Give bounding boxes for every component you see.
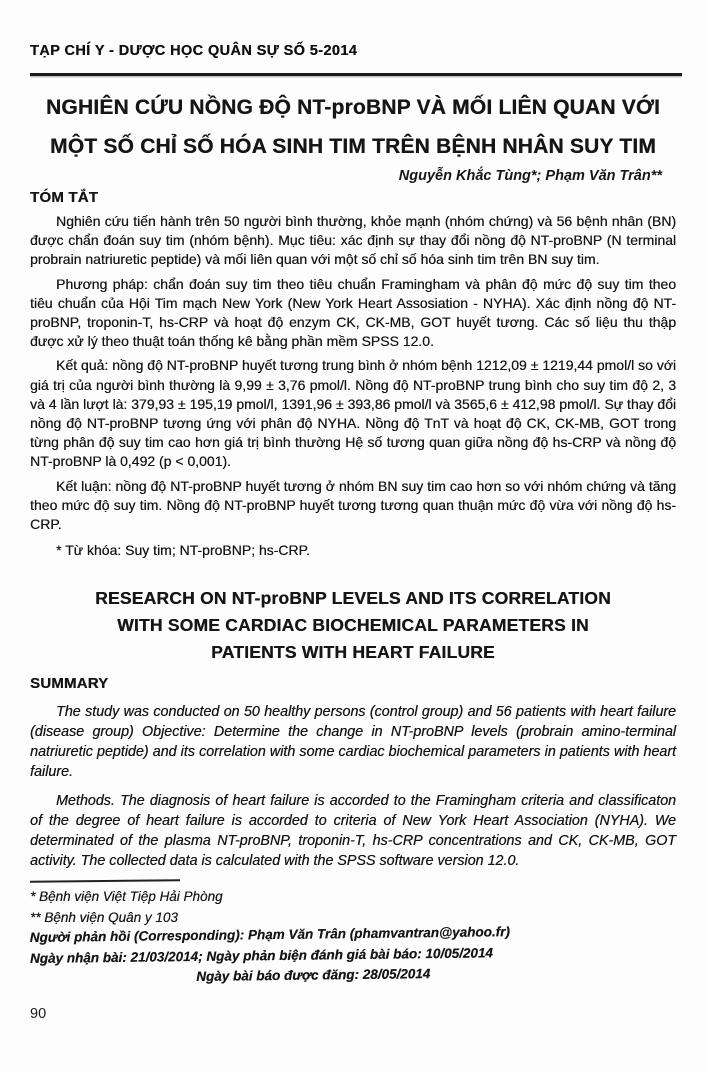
abstract-paragraph-conclusion: Kết luận: nồng độ NT-proBNP huyết tương ở nhóm BN suy tim cao hơn so với nhóm chứng và tăng theo mức độ suy tim. Nồng độ NT-proBNP huyết tương tương quan thuận mức độ vừa với nồng độ hs-CRP. [30, 477, 676, 533]
article-title-en-line1: RESEARCH ON NT-proBNP LEVELS AND ITS CORRELATION [95, 588, 611, 609]
article-title-en-line3: PATIENTS WITH HEART FAILURE [211, 642, 495, 663]
footnote-corresponding-author: Người phản hồi (Corresponding): Phạm Văn Trân (phamvantran@yahoo.fr) [29, 924, 510, 946]
page-number: 90 [30, 1005, 47, 1022]
footnotes-block [30, 887, 676, 990]
article-title-vi-line1: NGHIÊN CỨU NỒNG ĐỘ NT-proBNP VÀ MỐI LIÊN QUAN VỚI [45, 96, 661, 119]
footnote-affiliation-2: ** Bệnh viện Quân y 103 [30, 909, 178, 925]
abstract-heading: TÓM TẮT [30, 189, 99, 206]
header-rule [30, 73, 682, 76]
footnote-editorial-group [30, 921, 677, 990]
abstract-paragraph-results: Kết quả: nồng độ NT-proBNP huyết tương trung bình ở nhóm bệnh 1212,09 ± 1219,44 pmol/l so với giá trị của người bình thường là 9,99 ± 3,76 pmol/l. Nồng độ NT-proBNP trung bình cho suy tim độ 2, 3 và 4 lần lượt là: 379,93 ± 195,19 pmol/l, 1391,96 ± 393,86 pmol/l và 3565,6 ± 412,98 pmol/l. Sự thay đổi nồng độ NT-proBNP tương ứng với phân độ NYHA. Nồng độ TnT và hoạt độ CK, CK-MB, GOT trong từng phân độ suy tim cao hơn giá trị bình thường Hệ số tương quan giữa nồng độ hs-CRP và nồng độ NT-proBNP là 0,492 (p < 0,001). [30, 357, 676, 470]
article-title-vi-line2: MỘT SỐ CHỈ SỐ HÓA SINH TIM TRÊN BỆNH NHÂN SUY TIM [50, 135, 656, 158]
footnote-affiliation-1: * Bệnh viện Việt Tiệp Hải Phòng [30, 889, 223, 905]
authors-line: Nguyễn Khắc Tùng*; Phạm Văn Trân** [398, 168, 662, 184]
abstract-paragraph-methods: Phương pháp: chẩn đoán suy tim theo tiêu chuẩn Framingham và phân độ mức độ suy tim theo tiêu chuẩn của Hội Tim mạch New York (New York Heart Assosiation - NYHA). Xác định nồng độ NT-proBNP, troponin-T, hs-CRP và hoạt độ enzym CK, CK-MB, GOT huyết tương. Các số liệu thu thập được xử lý theo thuật toán thống kê bằng phần mềm SPSS 12.0. [30, 275, 676, 350]
footnote-divider [30, 880, 180, 884]
article-title-en-line2: WITH SOME CARDIAC BIOCHEMICAL PARAMETERS IN [117, 615, 589, 636]
summary-heading: SUMMARY [30, 675, 109, 693]
abstract-paragraph-objective: Nghiên cứu tiến hành trên 50 người bình thường, khỏe mạnh (nhóm chứng) và 56 bệnh nhân (BN) được chẩn đoán suy tim (nhóm bệnh). Mục tiêu: xác định sự thay đổi nồng độ NT-proBNP (N terminal probrain natriuretic peptide) và mối liên quan với một số chỉ số hóa sinh tim trên BN suy tim. [30, 213, 676, 268]
journal-header: TẠP CHÍ Y - DƯỢC HỌC QUÂN SỰ SỐ 5-2014 [30, 43, 358, 59]
summary-paragraph-objective: The study was conducted on 50 healthy persons (control group) and 56 patients with heart failure (disease group) Objective: Determine the change in NT-proBNP levels (probrain amino-terminal natriuretic peptide) and its correlation with some cardiac biochemical parameters in patients with heart failure. [30, 704, 676, 781]
keywords-line: * Từ khóa: Suy tim; NT-proBNP; hs-CRP. [56, 542, 310, 559]
footnote-dates-line2: Ngày bài báo được đăng: 28/05/2014 [196, 966, 431, 985]
footnote-dates-line1: Ngày nhận bài: 21/03/2014; Ngày phản biện đánh giá bài báo: 10/05/2014 [29, 945, 493, 966]
article-title-vi [30, 88, 676, 166]
summary-paragraph-methods: Methods. The diagnosis of heart failure is accorded to the Framingham criteria and classificaton of the degree of heart failure is accorded to criteria of New York Heart Association (NYHA). We determinated of the plasma NT-proBNP, troponin-T, hs-CRP concentrations and CK, CK-MB, GOT activity. The collected data is calculated with the SPSS software version 12.0. [30, 793, 676, 870]
article-title-en [30, 585, 676, 666]
